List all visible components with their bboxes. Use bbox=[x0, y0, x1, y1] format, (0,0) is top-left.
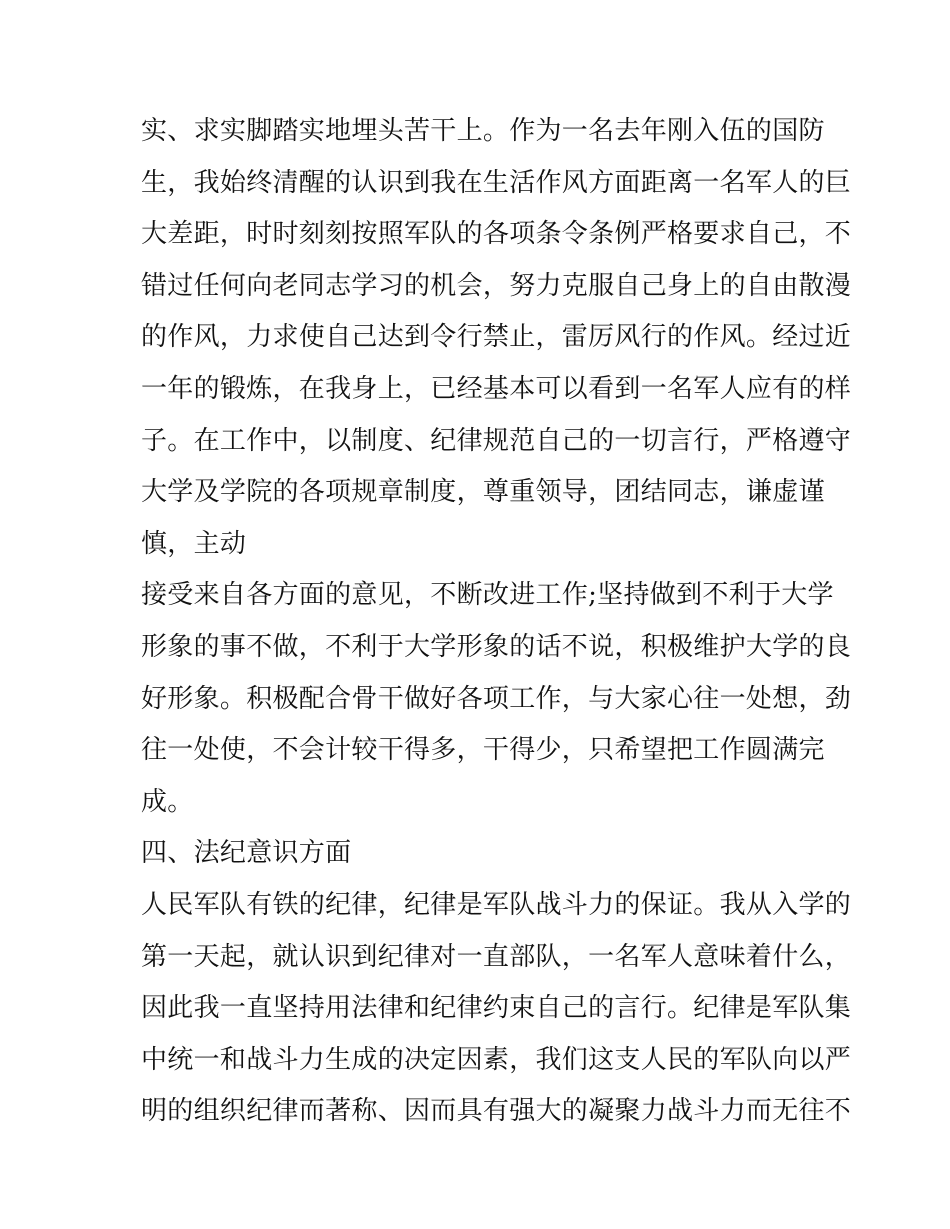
text-line: 好形象。积极配合骨干做好各项工作，与大家心往一处想，劲 bbox=[141, 683, 852, 714]
text-line: 第一天起，就认识到纪律对一直部队，一名军人意味着什么， bbox=[141, 941, 852, 972]
text-line: 大差距，时时刻刻按照军队的各项条令条例严格要求自己，不 bbox=[141, 219, 852, 250]
text-line: 错过任何向老同志学习的机会，努力克服自己身上的自由散漫 bbox=[141, 270, 852, 301]
section-heading: 四、法纪意识方面 bbox=[141, 838, 352, 869]
document-body bbox=[141, 106, 852, 1138]
text-line: 子。在工作中，以制度、纪律规范自己的一切言行，严格遵守 bbox=[141, 425, 852, 456]
text-line: 成。 bbox=[141, 786, 194, 817]
text-line: 中统一和战斗力生成的决定因素，我们这支人民的军队向以严 bbox=[141, 1044, 852, 1075]
text-line: 实、求实脚踏实地埋头苦干上。作为一名去年刚入伍的国防 bbox=[141, 116, 825, 146]
text-line: 因此我一直坚持用法律和纪律约束自己的言行。纪律是军队集 bbox=[141, 993, 852, 1024]
text-line: 大学及学院的各项规章制度，尊重领导，团结同志，谦虚谨 bbox=[141, 477, 825, 508]
text-line: 接受来自各方面的意见，不断改进工作;坚持做到不利于大学 bbox=[141, 580, 834, 611]
text-line: 人民军队有铁的纪律，纪律是军队战斗力的保证。我从入学的 bbox=[141, 889, 852, 920]
text-line: 形象的事不做，不利于大学形象的话不说，积极维护大学的良 bbox=[141, 631, 852, 662]
text-line: 的作风，力求使自己达到令行禁止，雷厉风行的作风。经过近 bbox=[141, 322, 852, 353]
text-line: 生，我始终清醒的认识到我在生活作风方面距离一名军人的巨 bbox=[141, 167, 852, 198]
text-line: 往一处使，不会计较干得多，干得少，只希望把工作圆满完 bbox=[141, 735, 825, 766]
text-line: 慎，主动 bbox=[141, 528, 247, 559]
text-line: 明的组织纪律而著称、因而具有强大的凝聚力战斗力而无往不 bbox=[141, 1096, 852, 1127]
text-line: 一年的锻炼，在我身上，已经基本可以看到一名军人应有的样 bbox=[141, 373, 852, 404]
